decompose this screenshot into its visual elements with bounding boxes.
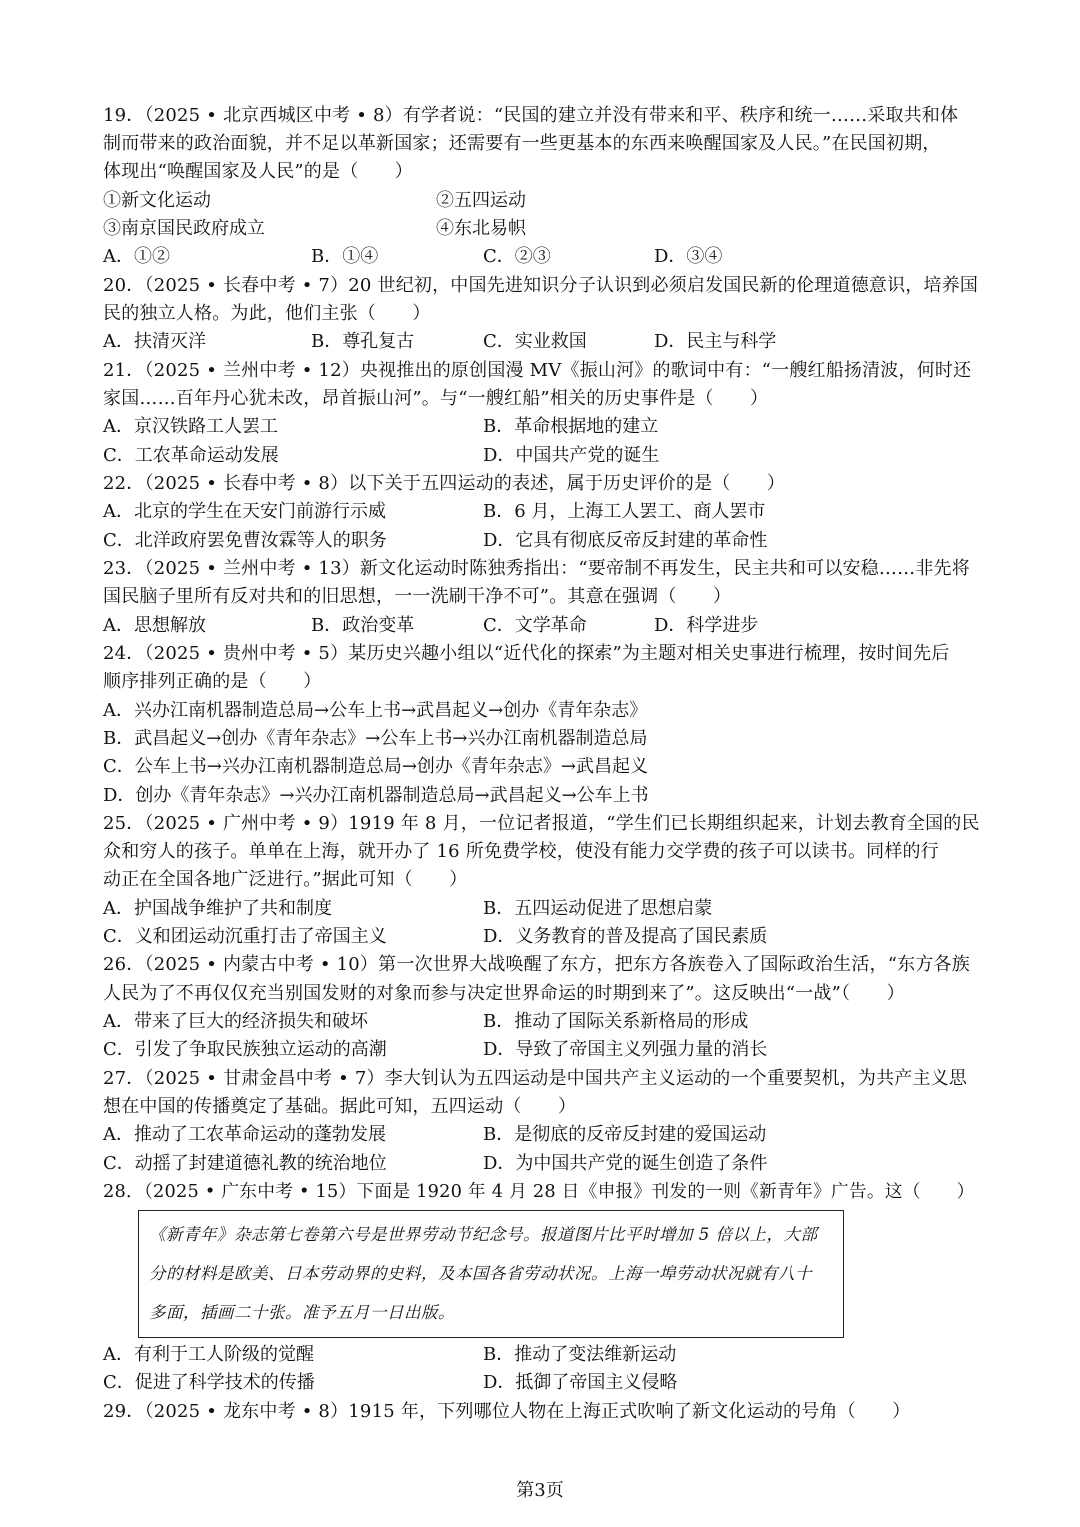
q27-stem-line-2: 想在中国的传播奠定了基础。据此可知，五四运动（ ） — [103, 1096, 577, 1117]
q28-option-b: B．推动了变法维新运动 — [483, 1344, 677, 1365]
q20-options — [103, 328, 983, 356]
q24-option-a: A．兴办江南机器制造总局→公车上书→武昌起义→创办《青年杂志》 — [103, 700, 648, 721]
q23-stem-line-1: 23．（2025 • 兰州中考 • 13）新文化运动时陈独秀指出：“要帝制不再发生，民主共和可以安稳……非先将 — [103, 558, 970, 579]
q25-options-row-1 — [103, 895, 983, 923]
q25-option-d: D．义务教育的普及提高了国民素质 — [483, 926, 768, 947]
q28-option-a: A．有利于工人阶级的觉醒 — [103, 1344, 314, 1365]
q19-options — [103, 243, 983, 271]
q19-option-d: D．③④ — [654, 246, 723, 267]
q26-option-d: D．导致了帝国主义列强力量的消长 — [483, 1039, 768, 1060]
q26-options-row-2 — [103, 1036, 983, 1064]
q24-option-c: C．公车上书→兴办江南机器制造总局→创办《青年杂志》→武昌起义 — [103, 756, 649, 777]
q26-option-a: A．带来了巨大的经济损失和破坏 — [103, 1011, 368, 1032]
q22-option-b: B．6 月，上海工人罢工、商人罢市 — [483, 501, 766, 522]
q26-option-c: C．引发了争取民族独立运动的高潮 — [103, 1039, 387, 1060]
q27-options-row-1 — [103, 1121, 983, 1149]
q21-option-b: B．革命根据地的建立 — [483, 416, 659, 437]
q19-option-a: A．①② — [103, 246, 170, 267]
q23-stem-line-2: 国民脑子里所有反对共和的旧思想，一一洗刷干净不可”。其意在强调（ ） — [103, 586, 732, 607]
q22-option-a: A．北京的学生在天安门前游行示威 — [103, 501, 386, 522]
q24-stem-line-2: 顺序排列正确的是（ ） — [103, 671, 322, 692]
q25-stem-line-3: 动正在全国各地广泛进行。”据此可知（ ） — [103, 869, 468, 890]
q26-options-row-1 — [103, 1008, 983, 1036]
q24-stem-line-1: 24．（2025 • 贵州中考 • 5）某历史兴趣小组以“近代化的探索”为主题对相关史事进行梳理，按时间先后 — [103, 643, 950, 664]
q20-stem-line-2: 民的独立人格。为此，他们主张（ ） — [103, 303, 431, 324]
q27-option-b: B．是彻底的反帝反封建的爱国运动 — [483, 1124, 767, 1145]
q27-option-d: D．为中国共产党的诞生创造了条件 — [483, 1153, 768, 1174]
q28-options-row-2 — [103, 1369, 983, 1397]
q19-stem-line-2: 制而带来的政治面貌，并不足以革新国家；还需要有一些更基本的东西来唤醒国家及人民。”在民国初期， — [103, 133, 941, 154]
q27-options-row-2 — [103, 1150, 983, 1178]
q28-quote-line-3: 多面，插画二十张。准予五月一日出版。 — [149, 1303, 455, 1322]
q21-option-d: D．中国共产党的诞生 — [483, 445, 660, 466]
q25-option-a: A．护国战争维护了共和制度 — [103, 898, 332, 919]
q25-option-c: C．义和团运动沉重打击了帝国主义 — [103, 926, 387, 947]
q22-option-d: D．它具有彻底反帝反封建的革命性 — [483, 530, 768, 551]
q28-options-row-1 — [103, 1341, 983, 1369]
q19-items-row-1 — [103, 187, 983, 215]
q23-options — [103, 612, 983, 640]
q28-option-c: C．促进了科学技术的传播 — [103, 1372, 315, 1393]
q29-stem-line-1: 29．（2025 • 龙东中考 • 8）1915 年，下列哪位人物在上海正式吹响了新文化运动的号角（ ） — [103, 1401, 911, 1422]
q28-quote-box — [138, 1210, 844, 1338]
q26-stem-line-1: 26．（2025 • 内蒙古中考 • 10）第一次世界大战唤醒了东方，把东方各族卷入了国际政治生活，“东方各族 — [103, 954, 970, 975]
q27-stem-line-1: 27．（2025 • 甘肃金昌中考 • 7）李大钊认为五四运动是中国共产主义运动的一个重要契机，为共产主义思 — [103, 1068, 968, 1089]
q21-option-a: A．京汉铁路工人罢工 — [103, 416, 278, 437]
q26-stem-line-2: 人民为了不再仅仅充当别国发财的对象而参与决定世界命运的时期到来了”。这反映出“一战”（ ） — [103, 983, 905, 1004]
q19-item-1: ①新文化运动 — [103, 190, 211, 211]
q28-quote-line-1: 《新青年》杂志第七卷第六号是世界劳动节纪念号。报道图片比平时增加 5 倍以上，大部 — [149, 1225, 818, 1244]
q23-option-c: C．文学革命 — [483, 615, 587, 636]
q24-option-d: D．创办《青年杂志》→兴办江南机器制造总局→武昌起义→公车上书 — [103, 785, 649, 806]
q21-stem-line-1: 21．（2025 • 兰州中考 • 12）央视推出的原创国漫 MV《振山河》的歌词中有：“一艘红船扬清波，何时还 — [103, 360, 972, 381]
q28-stem-line-1: 28．（2025 • 广东中考 • 15）下面是 1920 年 4 月 28 日《申报》刊发的一则《新青年》广告。这（ ） — [103, 1182, 975, 1202]
q21-option-c: C．工农革命运动发展 — [103, 445, 279, 466]
q19-item-3: ③南京国民政府成立 — [103, 218, 265, 239]
q25-stem-line-2: 众和穷人的孩子。单单在上海，就开办了 16 所免费学校，使没有能力交学费的孩子可以读书。同样的行 — [103, 841, 939, 862]
q22-options-row-2 — [103, 527, 983, 555]
q20-option-b: B．尊孔复古 — [311, 331, 415, 352]
q22-options-row-1 — [103, 498, 983, 526]
q21-options-row-1 — [103, 413, 983, 441]
q21-options-row-2 — [103, 442, 983, 470]
q25-stem-line-1: 25．（2025 • 广州中考 • 9）1919 年 8 月，一位记者报道，“学生们已长期组织起来，计划去教育全国的民 — [103, 813, 980, 834]
q21-stem-line-2: 家国……百年丹心犹未改，昂首振山河”。与“一艘红船”相关的历史事件是（ ） — [103, 388, 769, 409]
q23-option-a: A．思想解放 — [103, 615, 206, 636]
q28-option-d: D．抵御了帝国主义侵略 — [483, 1372, 678, 1393]
q20-option-c: C．实业救国 — [483, 331, 587, 352]
q25-options-row-2 — [103, 923, 983, 951]
q23-option-d: D．科学进步 — [654, 615, 759, 636]
q20-option-a: A．扶清灭洋 — [103, 331, 206, 352]
q27-option-c: C．动摇了封建道德礼教的统治地位 — [103, 1153, 387, 1174]
q19-stem-line-3: 体现出“唤醒国家及人民”的是（ ） — [103, 161, 414, 182]
q28-quote-line-2: 分的材料是欧美、日本劳动界的史料，及本国各省劳动状况。上海一埠劳动状况就有八十 — [149, 1264, 812, 1283]
q23-option-b: B．政治变革 — [311, 615, 415, 636]
q24-option-b: B．武昌起义→创办《青年杂志》→公车上书→兴办江南机器制造总局 — [103, 728, 648, 749]
q20-option-d: D．民主与科学 — [654, 331, 777, 352]
q19-item-4: ④东北易帜 — [436, 218, 526, 239]
q19-option-b: B．①④ — [311, 246, 379, 267]
q19-items-row-2 — [103, 215, 983, 243]
q22-option-c: C．北洋政府罢免曹汝霖等人的职务 — [103, 530, 387, 551]
q22-stem-line-1: 22．（2025 • 长春中考 • 8）以下关于五四运动的表述，属于历史评价的是（ ） — [103, 473, 786, 494]
q27-option-a: A．推动了工农革命运动的蓬勃发展 — [103, 1124, 386, 1145]
q25-option-b: B．五四运动促进了思想启蒙 — [483, 898, 713, 919]
q19-item-2: ②五四运动 — [436, 190, 526, 211]
q19-option-c: C．②③ — [483, 246, 551, 267]
q26-option-b: B．推动了国际关系新格局的形成 — [483, 1011, 749, 1032]
page-number: 第3页 — [516, 1480, 564, 1501]
q19-stem-line-1: 19．（2025 • 北京西城区中考 • 8）有学者说：“民国的建立并没有带来和平、秩序和统一……采取共和体 — [103, 105, 959, 126]
q20-stem-line-1: 20．（2025 • 长春中考 • 7）20 世纪初，中国先进知识分子认识到必须启发国民新的伦理道德意识，培养国 — [103, 275, 979, 296]
